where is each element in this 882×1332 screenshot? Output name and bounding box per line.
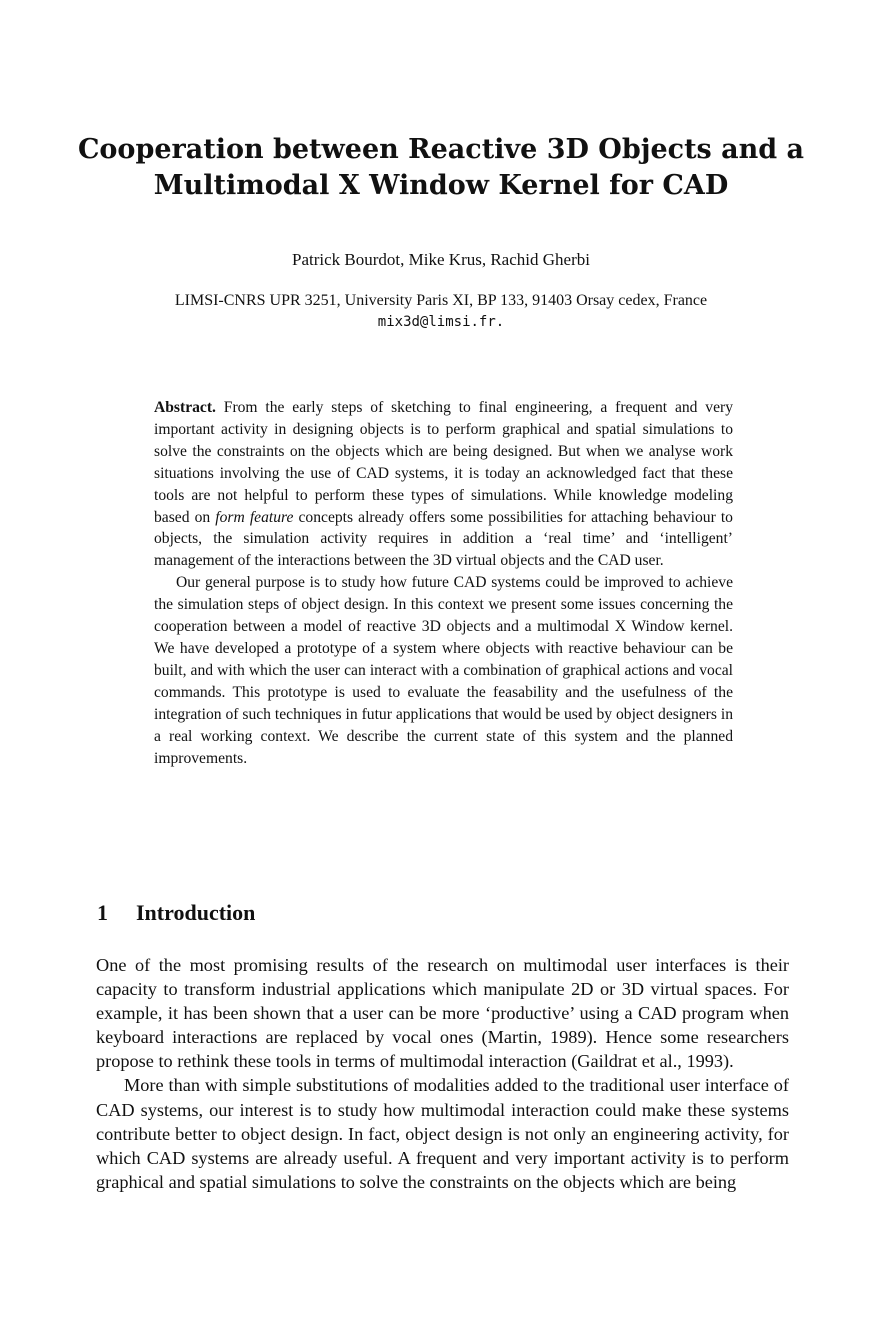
abstract-paragraph-1 <box>154 397 733 572</box>
abstract-emphasis: form feature <box>215 508 294 526</box>
body-paragraph-2: More than with simple substitutions of modalities added to the traditional user interface of CAD systems, our interest is to study how multimodal interaction could make these systems contribute better to object design. In fact, object design is not only an engineering activity, for which CAD systems are already useful. A frequent and very important activity is to perform graphical and spatial simulations to solve the constraints on the objects which are being <box>96 1075 789 1192</box>
abstract-label: Abstract. <box>154 399 216 416</box>
body-paragraph-1: One of the most promising results of the research on multimodal user interfaces is their capacity to transform industrial applications which manipulate 2D or 3D virtual spaces. For example, it has been shown that a user can be more ‘productive’ using a CAD program when keyboard interactions are replaced by vocal ones (Martin, 1989). Hence some researchers propose to rethink these tools in terms of multimodal interaction (Gaildrat et al., 1993). <box>96 955 789 1072</box>
section-body <box>96 953 789 1194</box>
title-line-2: Multimodal X Window Kernel for CAD <box>153 170 729 201</box>
abstract-p1-part-2: concepts already offers some possibilities for attaching behaviour to objects, the simulation activity requires in addition a ‘real time’ and ‘intelligent’ management of the interactions between the 3D virtual objects and the CAD user. <box>154 508 733 570</box>
abstract-paragraph-2: Our general purpose is to study how future CAD systems could be improved to achieve the simulation steps of object design. In this context we present some issues concerning the cooperation between a model of reactive 3D objects and a multimodal X Window kernel. We have developed a prototype of a system where objects with reactive behaviour can be built, and with which the user can interact with a combination of graphical actions and vocal commands. This prototype is used to evaluate the feasability and the usefulness of the integration of such techniques in futur applications that would be used by object designers in a real working context. We describe the current state of this system and the planned improvements. <box>154 574 733 767</box>
abstract <box>154 397 733 769</box>
paper-title <box>60 132 822 204</box>
abstract-p1-part-1: From the early steps of sketching to final engineering, a frequent and very important activity in designing objects is to perform graphical and spatial simulations to solve the constraints on the objects which are being designed. But when we analyse work situations involving the use of CAD systems, it is today an acknowledged fact that these tools are not helpful to perform these types of simulations. While knowledge modeling based on <box>154 399 733 526</box>
section-title: Introduction <box>136 900 256 925</box>
affiliation: LIMSI-CNRS UPR 3251, University Paris XI, BP 133, 91403 Orsay cedex, France <box>174 292 708 309</box>
section-heading <box>97 898 787 928</box>
author-list: Patrick Bourdot, Mike Krus, Rachid Gherbi <box>292 250 590 269</box>
title-line-1: Cooperation between Reactive 3D Objects and a <box>77 134 805 165</box>
section-number: 1 <box>97 900 108 925</box>
contact-email: mix3d@limsi.fr. <box>377 314 505 330</box>
